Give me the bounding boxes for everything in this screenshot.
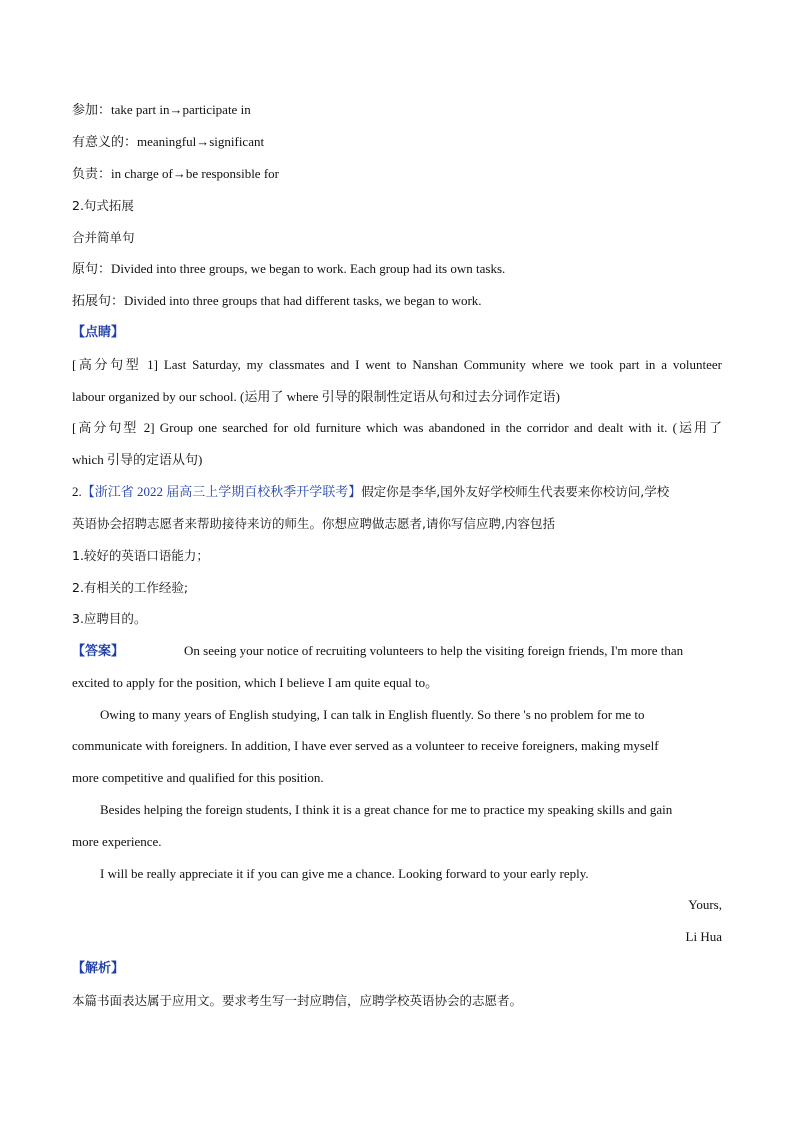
question-prompt-line-1	[72, 482, 722, 502]
subheading-combine-sentences: 合并简单句	[72, 230, 135, 245]
expanded-sentence: 拓展句：Divided into three groups that had different tasks, we began to work.	[72, 293, 482, 308]
section-heading-sentence-expansion: 2.句式拓展	[72, 198, 134, 213]
question-prompt-text: 假定你是李华,国外友好学校师生代表要来你校访问,学校	[361, 484, 670, 499]
question-prompt-line-2: 英语协会招聘志愿者来帮助接待来访的师生。你想应聘做志愿者,请你写信应聘,内容包括	[72, 516, 555, 531]
question-source: 【浙江省 2022 届高三上学期百校秋季开学联考】	[81, 484, 362, 499]
vocab-item-1: 参加：take part in→participate in	[72, 102, 251, 117]
original-sentence: 原句：Divided into three groups, we began to work. Each group had its own tasks.	[72, 261, 506, 276]
answer-p3-line-2: more experience.	[72, 834, 162, 849]
highlight-item-2-line-1: [高分句型 2] Group one searched for old furniture which was abandoned in the corridor and dealt with it. (运用了	[72, 420, 722, 435]
letter-signature: Li Hua	[685, 929, 722, 944]
vocab-item-2: 有意义的：meaningful→significant	[72, 134, 265, 149]
answer-p1-line-1: On seeing your notice of recruiting volunteers to help the visiting foreign friends, I'm more than	[184, 643, 684, 658]
answer-p2-line-2: communicate with foreigners. In addition, I have ever served as a volunteer to receive foreigners, making myself	[72, 738, 659, 753]
highlight-item-1-line-1: [高分句型 1] Last Saturday, my classmates and I went to Nanshan Community where we took part in a volunteer	[72, 357, 722, 372]
highlight-item-1-line-2: labour organized by our school. (运用了 where 引导的限制性定语从句和过去分词作定语)	[72, 389, 560, 404]
answer-first-line	[72, 641, 722, 662]
answer-p4-line-1: I will be really appreciate it if you can give me a chance. Looking forward to your early reply.	[100, 866, 589, 881]
question-number: 2.	[72, 484, 82, 499]
highlight-title: 【点睛】	[72, 325, 125, 340]
vocab-item-3: 负责：in charge of→be responsible for	[72, 166, 279, 181]
question-point-1: 1.较好的英语口语能力；	[72, 548, 209, 563]
answer-p3-line-1: Besides helping the foreign students, I think it is a great chance for me to practice my speaking skills and gain	[100, 802, 673, 817]
answer-p2-line-1: Owing to many years of English studying, I can talk in English fluently. So there 's no problem for me to	[100, 707, 645, 722]
analysis-text: 本篇书面表达属于应用文。要求考生写一封应聘信，应聘学校英语协会的志愿者。	[72, 993, 523, 1008]
highlight-item-2-line-2: which 引导的定语从句)	[72, 452, 203, 467]
analysis-title: 【解析】	[72, 961, 125, 976]
answer-title: 【答案】	[72, 644, 125, 659]
question-point-3: 3.应聘目的。	[72, 611, 147, 626]
letter-closing: Yours,	[688, 897, 722, 912]
answer-p1-line-2: excited to apply for the position, which I believe I am quite equal to。	[72, 675, 439, 690]
answer-p2-line-3: more competitive and qualified for this position.	[72, 770, 324, 785]
question-point-2: 2.有相关的工作经验;	[72, 580, 189, 595]
